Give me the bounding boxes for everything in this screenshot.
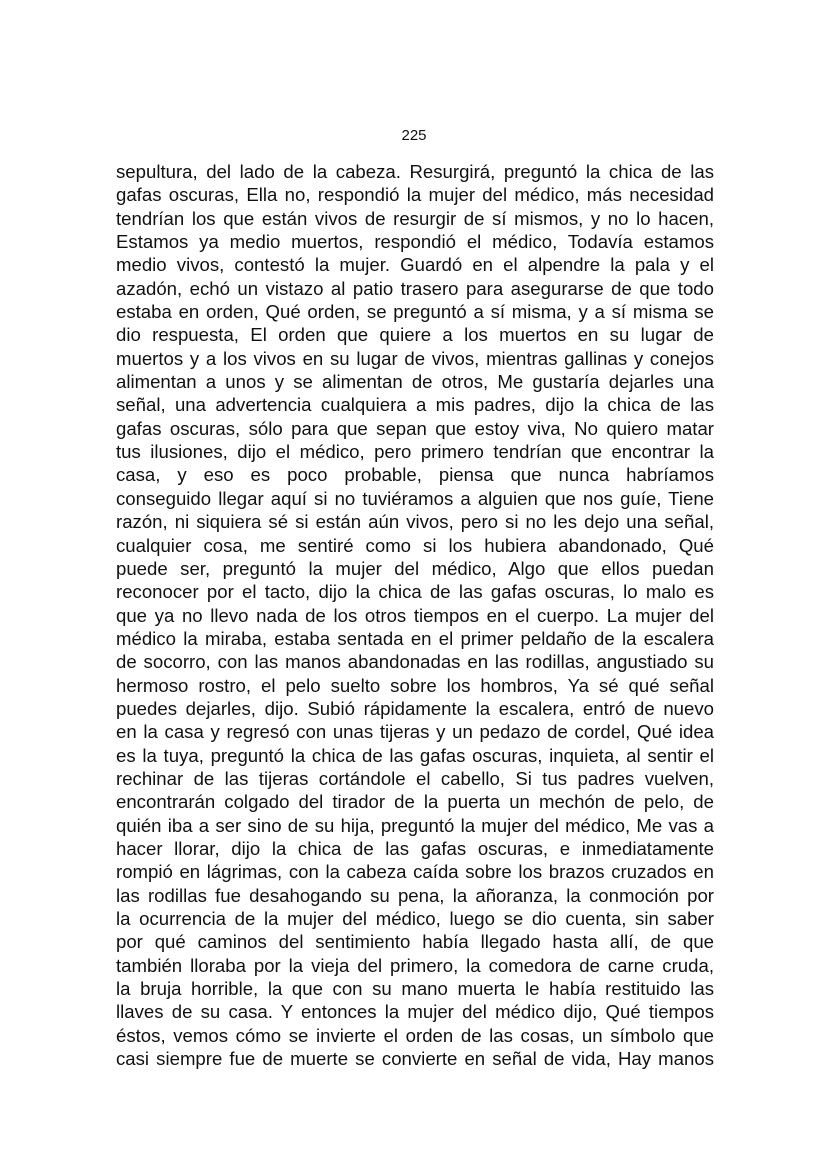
text-line: que ya no llevo nada de los otros tiempos en el cuerpo. La mujer del: [116, 604, 714, 626]
text-line: casa, y eso es poco probable, piensa que nunca habríamos: [116, 464, 714, 486]
text-line: casi siempre fue de muerte se convierte en señal de vida, Hay manos: [116, 1048, 714, 1070]
text-line: muertos y a los vivos en su lugar de vivos, mientras gallinas y conejos: [116, 347, 714, 369]
text-line: también lloraba por la vieja del primero, la comedora de carne cruda,: [116, 954, 714, 976]
text-line: rompió en lágrimas, con la cabeza caída sobre los brazos cruzados en: [116, 861, 714, 883]
text-line: gafas oscuras, Ella no, respondió la mujer del médico, más necesidad: [116, 184, 714, 206]
text-line: razón, ni siquiera sé si están aún vivos, pero si no les dejo una señal,: [116, 511, 714, 533]
text-line: cualquier cosa, me sentiré como si los hubiera abandonado, Qué: [116, 534, 714, 556]
text-line: alimentan a unos y se alimentan de otros, Me gustaría dejarles una: [116, 371, 714, 393]
text-line: sepultura, del lado de la cabeza. Resurgirá, preguntó la chica de las: [116, 161, 714, 182]
text-line: llaves de su casa. Y entonces la mujer del médico dijo, Qué tiempos: [116, 1001, 714, 1023]
text-line: Estamos ya medio muertos, respondió el médico, Todavía estamos: [116, 231, 714, 253]
text-line: la bruja horrible, la que con su mano muerta le había restituido las: [116, 978, 714, 1000]
text-line: quién iba a ser sino de su hija, preguntó la mujer del médico, Me vas a: [116, 814, 714, 836]
text-line: médico la miraba, estaba sentada en el primer peldaño de la escalera: [116, 627, 714, 649]
text-line: gafas oscuras, sólo para que sepan que estoy viva, No quiero matar: [116, 417, 714, 439]
text-line: las rodillas fue desahogando su pena, la añoranza, la conmoción por: [116, 884, 714, 906]
text-line: estaba en orden, Qué orden, se preguntó a sí misma, y a sí misma se: [116, 301, 714, 323]
text-line: encontrarán colgado del tirador de la puerta un mechón de pelo, de: [116, 791, 714, 813]
text-line: conseguido llegar aquí si no tuviéramos a alguien que nos guíe, Tiene: [116, 487, 714, 509]
text-line: en la casa y regresó con unas tijeras y un pedazo de cordel, Qué idea: [116, 721, 714, 743]
text-line: rechinar de las tijeras cortándole el cabello, Si tus padres vuelven,: [116, 767, 714, 789]
text-line: hermoso rostro, el pelo suelto sobre los hombros, Ya sé qué señal: [116, 674, 714, 696]
text-line: azadón, echó un vistazo al patio trasero para asegurarse de que todo: [116, 277, 714, 299]
text-line: es la tuya, preguntó la chica de las gafas oscuras, inquieta, al sentir el: [116, 744, 714, 766]
text-line: tendrían los que están vivos de resurgir de sí mismos, y no lo hacen,: [116, 207, 714, 229]
text-line: puede ser, preguntó la mujer del médico, Algo que ellos puedan: [116, 557, 714, 579]
text-line: puedes dejarles, dijo. Subió rápidamente la escalera, entró de nuevo: [116, 697, 714, 719]
text-line: la ocurrencia de la mujer del médico, luego se dio cuenta, sin saber: [116, 908, 714, 929]
text-line: señal, una advertencia cualquiera a mis padres, dijo la chica de las: [116, 394, 714, 416]
text-line: por qué caminos del sentimiento había llegado hasta allí, de que: [116, 931, 714, 953]
text-line: hacer llorar, dijo la chica de las gafas oscuras, e inmediatamente: [116, 837, 714, 859]
text-line: tus ilusiones, dijo el médico, pero primero tendrían que encontrar la: [116, 441, 714, 463]
text-line: medio vivos, contestó la mujer. Guardó en el alpendre la pala y el: [116, 254, 714, 276]
text-line: reconocer por el tacto, dijo la chica de las gafas oscuras, lo malo es: [116, 581, 714, 603]
text-line: dio respuesta, El orden que quiere a los muertos en su lugar de: [116, 324, 714, 346]
page-number: 225: [401, 127, 427, 144]
text-line: de socorro, con las manos abandonadas en las rodillas, angustiado su: [116, 651, 714, 673]
text-line: éstos, vemos cómo se invierte el orden de las cosas, un símbolo que: [116, 1024, 714, 1046]
body-text: [116, 160, 714, 1070]
